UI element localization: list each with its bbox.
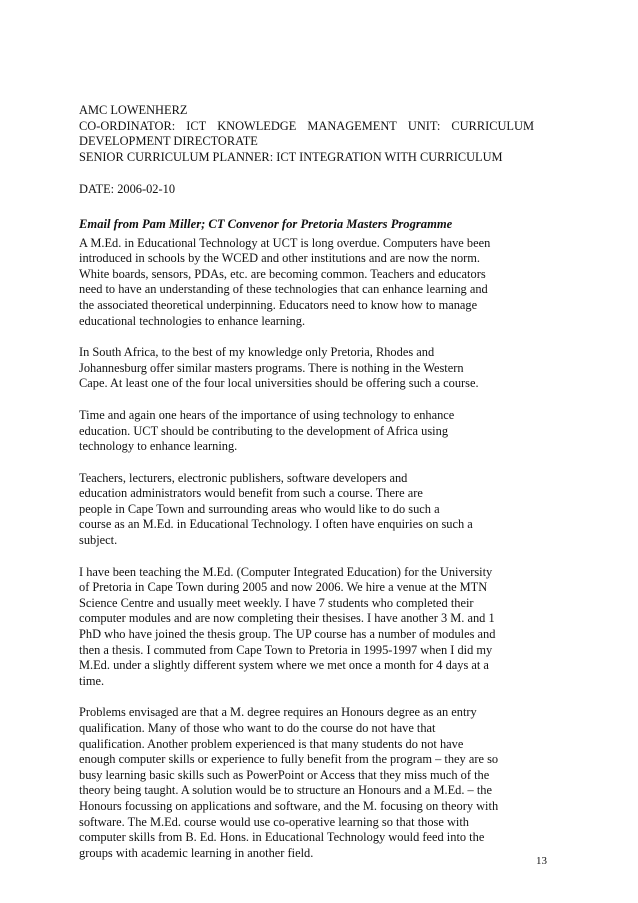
paragraph-line: introduced in schools by the WCED and other institutions and are now the norm. <box>79 251 481 266</box>
coordinator-word: UNIT: <box>407 118 441 133</box>
paragraph-line: computer skills from B. Ed. Hons. in Educational Technology would feed into the <box>79 830 485 845</box>
paragraph-line: enough computer skills or experience to fully benefit from the program – they are so <box>79 752 499 767</box>
paragraph <box>79 236 534 330</box>
paragraph-line: busy learning basic skills such as PowerPoint or Access that they miss much of the <box>79 767 490 782</box>
coordinator-line <box>79 119 534 135</box>
paragraph-line: then a thesis. I commuted from Cape Town to Pretoria in 1995-1997 when I did my <box>79 642 493 657</box>
paragraph-line: course as an M.Ed. in Educational Technology. I often have enquiries on such a <box>79 517 473 532</box>
paragraph-line: software. The M.Ed. course would use co-operative learning so that those with <box>79 814 469 829</box>
paragraph-line: qualification. Another problem experienced is that many students do not have <box>79 736 464 751</box>
paragraph-line: theory being taught. A solution would be to structure an Honours and a M.Ed. – the <box>79 783 492 798</box>
document-body <box>79 103 534 861</box>
author-name: AMC LOWENHERZ <box>79 103 188 117</box>
paragraph-line: groups with academic learning in another field. <box>79 845 314 860</box>
paragraph-line: Science Centre and usually meet weekly. I have 7 students who completed their <box>79 595 474 610</box>
paragraph-line: of Pretoria in Cape Town during 2005 and now 2006. We hire a venue at the MTN <box>79 580 488 595</box>
paragraph-line: M.Ed. under a slightly different system where we met once a month for 4 days at a <box>79 658 489 673</box>
coordinator-word: MANAGEMENT <box>307 118 397 133</box>
paragraph-line: Time and again one hears of the importance of using technology to enhance <box>79 407 455 422</box>
coordinator-word: CO-ORDINATOR: <box>79 118 176 133</box>
paragraph-line: educational technologies to enhance learning. <box>79 313 306 328</box>
paragraph <box>79 345 534 392</box>
paragraph-line: White boards, sensors, PDAs, etc. are becoming common. Teachers and educators <box>79 266 486 281</box>
paragraph-line: Problems envisaged are that a M. degree requires an Honours degree as an entry <box>79 705 477 720</box>
paragraph-line: PhD who have joined the thesis group. The UP course has a number of modules and <box>79 627 496 642</box>
document-date: DATE: 2006-02-10 <box>79 182 176 197</box>
coordinator-word: KNOWLEDGE <box>217 118 297 133</box>
paragraph-line: A M.Ed. in Educational Technology at UCT is long overdue. Computers have been <box>79 235 491 250</box>
paragraph-line: I have been teaching the M.Ed. (Computer Integrated Education) for the University <box>79 564 493 579</box>
paragraph-line: the associated theoretical underpinning. Educators need to know how to manage <box>79 297 478 312</box>
paragraph <box>79 705 534 861</box>
paragraph-line: time. <box>79 673 105 688</box>
paragraph-line: education administrators would benefit from such a course. There are <box>79 486 423 501</box>
paragraph-line: Honours focussing on applications and software, and the M. focusing on theory with <box>79 798 499 813</box>
coordinator-word: ICT <box>186 118 207 133</box>
paragraph <box>79 408 534 455</box>
email-heading: Email from Pam Miller; CT Convenor for Pretoria Masters Programme <box>79 216 453 231</box>
paragraph-line: technology to enhance learning. <box>79 439 238 454</box>
paragraph <box>79 471 534 549</box>
paragraph <box>79 565 534 690</box>
paragraph-line: need to have an understanding of these technologies that can enhance learning and <box>79 282 488 297</box>
paragraph-line: Teachers, lecturers, electronic publishers, software developers and <box>79 470 408 485</box>
paragraph-line: subject. <box>79 533 118 548</box>
paragraph-line: qualification. Many of those who want to do the course do not have that <box>79 721 436 735</box>
paragraph-line: In South Africa, to the best of my knowledge only Pretoria, Rhodes and <box>79 345 435 360</box>
coordinator-line-2: DEVELOPMENT DIRECTORATE <box>79 134 258 149</box>
paragraph-line: Johannesburg offer similar masters programs. There is nothing in the Western <box>79 360 464 375</box>
paragraph-line: people in Cape Town and surrounding areas who would like to do such a <box>79 501 440 516</box>
coordinator-word: CURRICULUM <box>451 118 534 133</box>
paragraph-line: education. UCT should be contributing to the development of Africa using <box>79 423 449 438</box>
header-block <box>79 103 534 198</box>
planner-title: SENIOR CURRICULUM PLANNER: ICT INTEGRATION WITH CURRICULUM <box>79 149 503 164</box>
page-number: 13 <box>536 855 547 867</box>
paragraph-line: Cape. At least one of the four local universities should be offering such a course. <box>79 376 479 391</box>
paragraph-line: computer modules and are now completing their thesises. I have another 3 M. and 1 <box>79 611 495 626</box>
